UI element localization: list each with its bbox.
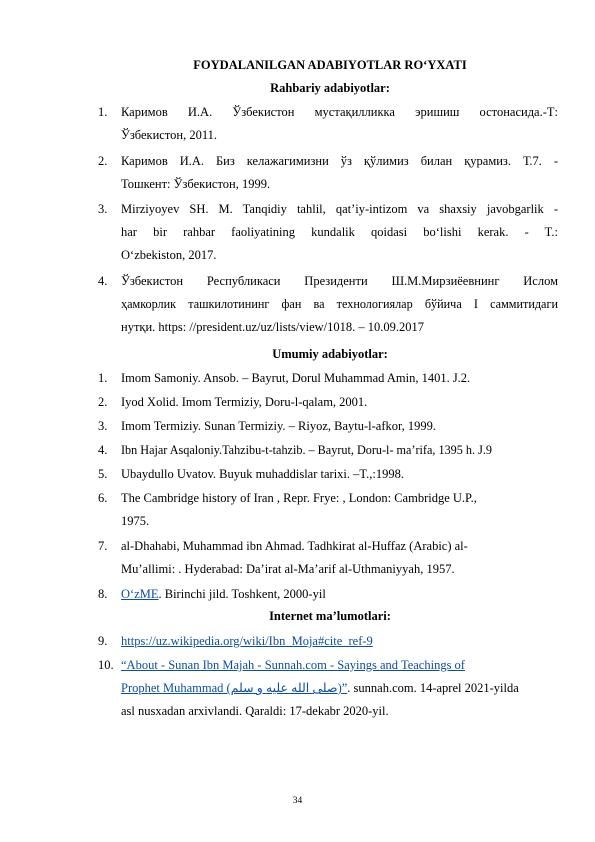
item-number: 4. [98, 274, 108, 288]
section-heading-rahbariy: Rahbariy adabiyotlar: [270, 81, 390, 95]
item-text-line: Ўзбекистон, 2011. [121, 128, 217, 142]
item-text-line: Iyod Xolid. Imom Termiziy, Doru-l-qalam, 2001. [121, 395, 368, 409]
section-heading-umumiy: Umumiy adabiyotlar: [272, 347, 388, 361]
item-number: 1. [98, 105, 108, 119]
item-number: 3. [98, 202, 108, 216]
sunnah-link-line2[interactable]: Prophet Muhammad (صلى الله عليه و سلم)” [121, 681, 348, 695]
item-text-line: ҳамкорлик ташкилотининг фан ва технологиялар бўйича I саммитидаги [121, 297, 558, 311]
item-text-line: The Cambridge history of Iran , Repr. Frye: , London: Cambridge U.P., [121, 491, 477, 505]
item-number: 4. [98, 443, 108, 457]
item-text-line: O‘zbekiston, 2017. [121, 248, 217, 262]
section-heading-internet: Internet ma’lumotlari: [269, 609, 391, 623]
item-text-line: нутқи. https: //president.uz/uz/lists/view/1018. – 10.09.2017 [121, 320, 425, 334]
item-text-line: har bir rahbar faoliyatining kundalik qoidasi bo‘lishi kerak. - T.: [121, 225, 558, 239]
item-text-line: Каримов И.А. Биз келажагимизни ўз қўлимиз билан қурамиз. Т.7. - [121, 154, 558, 168]
item-number: 1. [98, 371, 108, 385]
item-number: 2. [98, 154, 108, 168]
item-number: 9. [98, 634, 108, 648]
item-text-line: Каримов И.А. Ўзбекистон мустақилликка эришиш остонасида.-Т: [121, 105, 558, 119]
page-number: 34 [292, 796, 303, 806]
item-text-line: asl nusxadan arxivlandi. Qaraldi: 17-dekabr 2020-yil. [121, 704, 389, 718]
item-text-line: Mirziyoyev SH. M. Tanqidiy tahlil, qat’iy-intizom va shaxsiy javobgarlik - [121, 202, 558, 216]
item-number: 6. [98, 491, 108, 505]
item-text-line: Ўзбекистон Республикаси Президенти Ш.М.Мирзиёевнинг Ислом [121, 274, 558, 288]
page-title: FOYDALANILGAN ADABIYOTLAR RO‘YXATI [193, 58, 467, 72]
item-text-line: Imom Samoniy. Ansob. – Bayrut, Dorul Muhammad Amin, 1401. J.2. [121, 371, 471, 385]
ozme-link[interactable]: O‘zME [121, 587, 159, 601]
item-text-line: al-Dhahabi, Muhammad ibn Ahmad. Tadhkirat al-Huffaz (Arabic) al- [121, 539, 468, 553]
item-text: . Birinchi jild. Toshkent, 2000-yil [158, 587, 326, 601]
item-text-line: Ubaydullo Uvatov. Buyuk muhaddislar tarixi. –T.,:1998. [121, 467, 404, 481]
item-text-line: Imom Termiziy. Sunan Termiziy. – Riyoz, Baytu-l-afkor, 1999. [121, 419, 437, 433]
item-number: 2. [98, 395, 108, 409]
item-text-line: Ibn Hajar Asqaloniy.Tahzibu-t-tahzib. – Bayrut, Doru-l- ma’rifa, 1395 h. J.9 [121, 443, 492, 457]
item-number: 5. [98, 467, 108, 481]
item-text: . sunnah.com. 14-aprel 2021-yilda [347, 681, 519, 695]
item-number: 7. [98, 539, 108, 553]
wikipedia-link[interactable]: https://uz.wikipedia.org/wiki/Ibn_Moja#cite_ref-9 [121, 634, 373, 648]
item-number: 3. [98, 419, 108, 433]
item-text-line: 1975. [121, 514, 150, 528]
item-number: 10. [98, 658, 114, 672]
sunnah-link-line1[interactable]: “About - Sunan Ibn Majah - Sunnah.com - Sayings and Teachings of [121, 658, 465, 672]
item-number: 8. [98, 587, 108, 601]
item-text-line: Тошкент: Ўзбекистон, 1999. [121, 177, 271, 191]
item-text-line: Mu’allimi: . Hyderabad: Da’irat al-Ma’arif al-Uthmaniyyah, 1957. [121, 562, 455, 576]
